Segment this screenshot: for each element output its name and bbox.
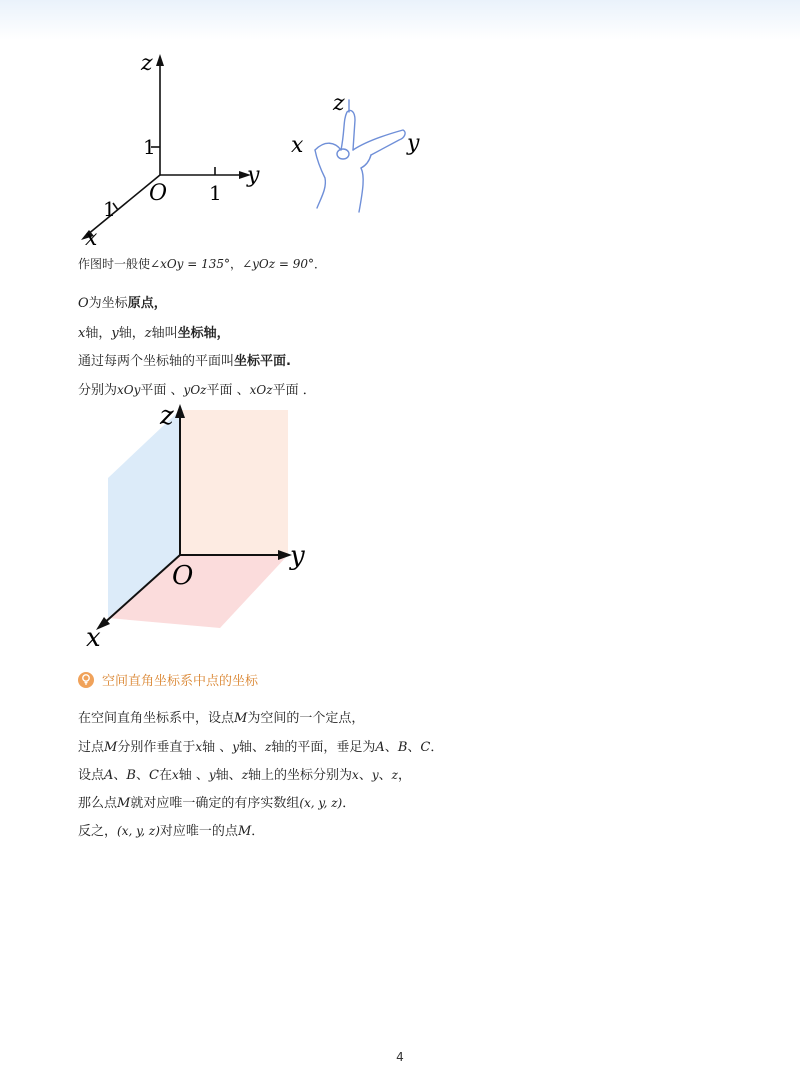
text: 平面 、 — [140, 383, 184, 398]
coordinate-planes-figure — [80, 400, 330, 660]
text: 轴、 — [239, 740, 266, 755]
plane-yoz: yOz — [183, 383, 207, 397]
var-y: y — [111, 326, 119, 341]
text: 为空间的一个定点， — [247, 711, 365, 726]
var-z: z — [265, 740, 272, 754]
var-y: y — [208, 768, 216, 782]
angle-text: 作图时一般使 — [78, 257, 151, 271]
var-z: z — [241, 768, 249, 782]
separator: ， — [230, 257, 243, 271]
x-axis-label: x — [85, 226, 98, 250]
coord-tuple: (x, y, z) — [117, 824, 160, 838]
section-heading — [78, 670, 258, 689]
point-m: M — [234, 711, 248, 726]
planes-text: 通过每两个坐标轴的平面叫 — [78, 354, 235, 369]
coordinate-axes-figure — [75, 50, 275, 250]
section-title-text: 空间直角坐标系中点的坐标 — [102, 674, 259, 689]
text: 就对应唯一确定的有序实数组 — [130, 796, 300, 811]
text: 那么点 — [78, 796, 118, 811]
angle-convention-line — [78, 255, 326, 273]
point-m: M — [237, 824, 252, 839]
origin-label: O — [149, 181, 168, 206]
text: ． — [430, 740, 444, 755]
text: ． — [342, 796, 356, 811]
coord-x: x — [352, 768, 359, 782]
var-x: x — [78, 326, 86, 341]
point-m: M — [104, 740, 118, 755]
y-tick-label: 1 — [209, 181, 222, 205]
x-axis-label: x — [86, 623, 101, 653]
point-a: A — [375, 740, 385, 755]
text: 、 — [378, 768, 392, 783]
var-y: y — [232, 740, 240, 754]
text: 、 — [384, 740, 398, 755]
xoz-plane — [180, 410, 288, 555]
text: 、 — [358, 768, 372, 783]
point-m: M — [117, 796, 131, 811]
para-line-1 — [78, 710, 364, 728]
origin-term: 原点， — [127, 296, 167, 311]
text: 轴 、 — [202, 740, 233, 755]
text: 、 — [113, 768, 127, 783]
var-x: x — [171, 768, 179, 782]
text: 在 — [158, 768, 172, 783]
plane-xoz: xOz — [249, 383, 273, 397]
angle-xoy: ∠xOy = 135° — [150, 257, 231, 271]
text: 分别作垂直于 — [117, 740, 196, 755]
text: 、 — [135, 768, 149, 783]
z-axis-label: z — [141, 51, 153, 76]
planes-names-line — [78, 381, 316, 400]
plane-xoy: xOy — [117, 383, 141, 397]
page-number: 4 — [396, 1050, 404, 1064]
para-line-2 — [78, 738, 443, 757]
text: 平面 、 — [206, 383, 250, 398]
hand-y-label: y — [407, 131, 420, 156]
text: ． — [251, 824, 265, 839]
origin-definition-line — [78, 295, 167, 313]
origin-var: O — [78, 296, 89, 311]
para-line-4 — [78, 794, 355, 813]
text: 对应唯一的点 — [159, 824, 238, 839]
text: 设点 — [78, 768, 105, 783]
top-banner — [0, 0, 800, 40]
text: 在空间直角坐标系中，设点 — [78, 711, 235, 726]
coord-y: y — [371, 768, 379, 782]
lightbulb-icon — [78, 672, 94, 688]
period: ． — [314, 257, 327, 271]
z-axis-label: z — [160, 401, 174, 431]
axes-term: 坐标轴， — [177, 326, 230, 341]
text: 轴叫 — [151, 326, 178, 341]
text: ， — [397, 768, 411, 783]
text: 轴、 — [215, 768, 242, 783]
para-line-3 — [78, 766, 411, 785]
origin-text: 为坐标 — [88, 296, 128, 311]
planes-definition-line — [78, 353, 291, 371]
text: 轴上的坐标分别为 — [248, 768, 353, 783]
right-hand-rule-figure — [285, 80, 435, 220]
point-b: B — [126, 768, 136, 783]
y-axis-label: y — [247, 163, 260, 188]
y-axis-label: y — [290, 541, 305, 571]
text: 、 — [407, 740, 421, 755]
var-z: z — [144, 326, 152, 341]
angle-yoz: ∠yOz = 90° — [242, 257, 315, 271]
axes-definition-line — [78, 325, 230, 343]
text: 反之， — [78, 824, 118, 839]
x-tick-label: 1 — [103, 197, 116, 221]
coord-z: z — [391, 768, 398, 782]
var-x: x — [195, 740, 203, 754]
point-c: C — [149, 768, 159, 783]
point-c: C — [420, 740, 431, 755]
text: 轴 、 — [178, 768, 209, 783]
point-a: A — [104, 768, 114, 783]
text: 轴， — [118, 326, 145, 341]
planes-term: 坐标平面. — [234, 354, 291, 369]
text: 分别为 — [78, 383, 118, 398]
hand-z-label: z — [333, 91, 345, 116]
text: 轴， — [85, 326, 112, 341]
point-b: B — [397, 740, 408, 755]
z-tick-label: 1 — [143, 135, 156, 159]
para-line-5 — [78, 822, 264, 841]
text: 过点 — [78, 740, 105, 755]
coord-tuple: (x, y, z) — [299, 796, 343, 810]
origin-label: O — [172, 561, 194, 591]
text: 轴的平面，垂足为 — [271, 740, 376, 755]
hand-x-label: x — [291, 133, 304, 158]
text: 平面 ． — [272, 383, 316, 398]
